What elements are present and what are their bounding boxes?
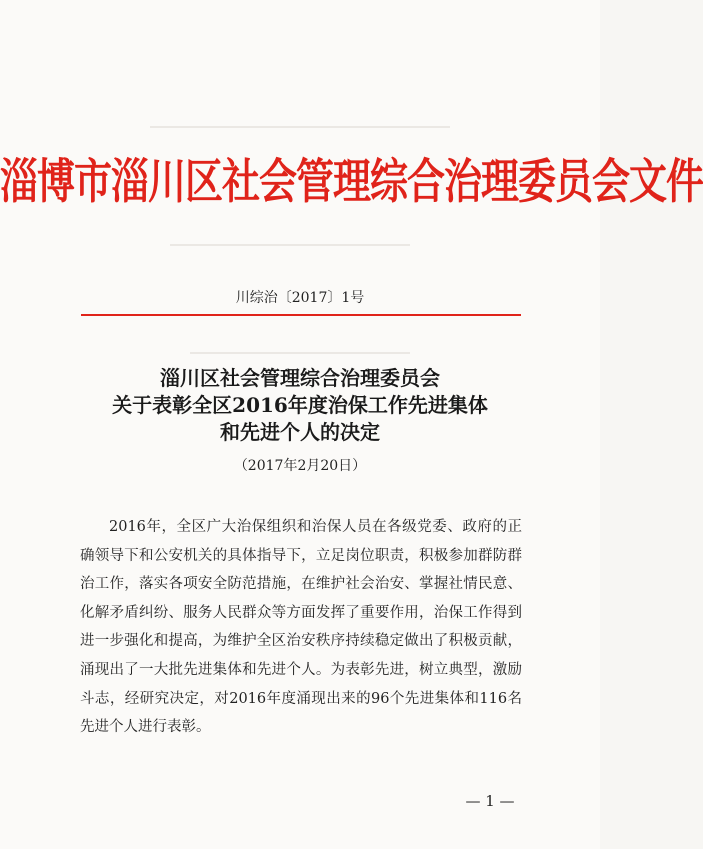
document-number: 川综治〔2017〕1号 — [235, 290, 365, 306]
issuer-header-title: 淄博市淄川区社会管理综合治理委员会文件 — [0, 153, 703, 210]
decision-date: （2017年2月20日） — [233, 458, 367, 474]
scan-artifact — [150, 126, 450, 128]
header-red-rule — [81, 314, 521, 316]
decision-title — [0, 365, 600, 446]
scan-artifact — [190, 352, 410, 354]
body-text — [80, 513, 522, 742]
body-paragraph: 2016年，全区广大治保组织和治保人员在各级党委、政府的正确领导下和公安机关的具体指导下，立足岗位职责，积极参加群防群治工作，落实各项安全防范措施，在维护社会治安、掌握社情民意、化解矛盾纠纷、服务人民群众等方面发挥了重要作用，治保工作得到进一步强化和提高，为维护全区治安秩序持续稳定做出了积极贡献，涌现出了一大批先进集体和先进个人。为表彰先进，树立典型，激励斗志，经研究决定，对2016年度涌现出来的96个先进集体和116名先进个人进行表彰。 — [80, 519, 522, 736]
decision-title-line: 关于表彰全区2016年度治保工作先进集体 — [112, 393, 488, 417]
decision-title-line: 淄川区社会管理综合治理委员会 — [160, 366, 440, 390]
page-number: — 1 — — [465, 792, 515, 810]
scan-artifact — [170, 244, 410, 246]
decision-title-line: 和先进个人的决定 — [220, 420, 380, 444]
